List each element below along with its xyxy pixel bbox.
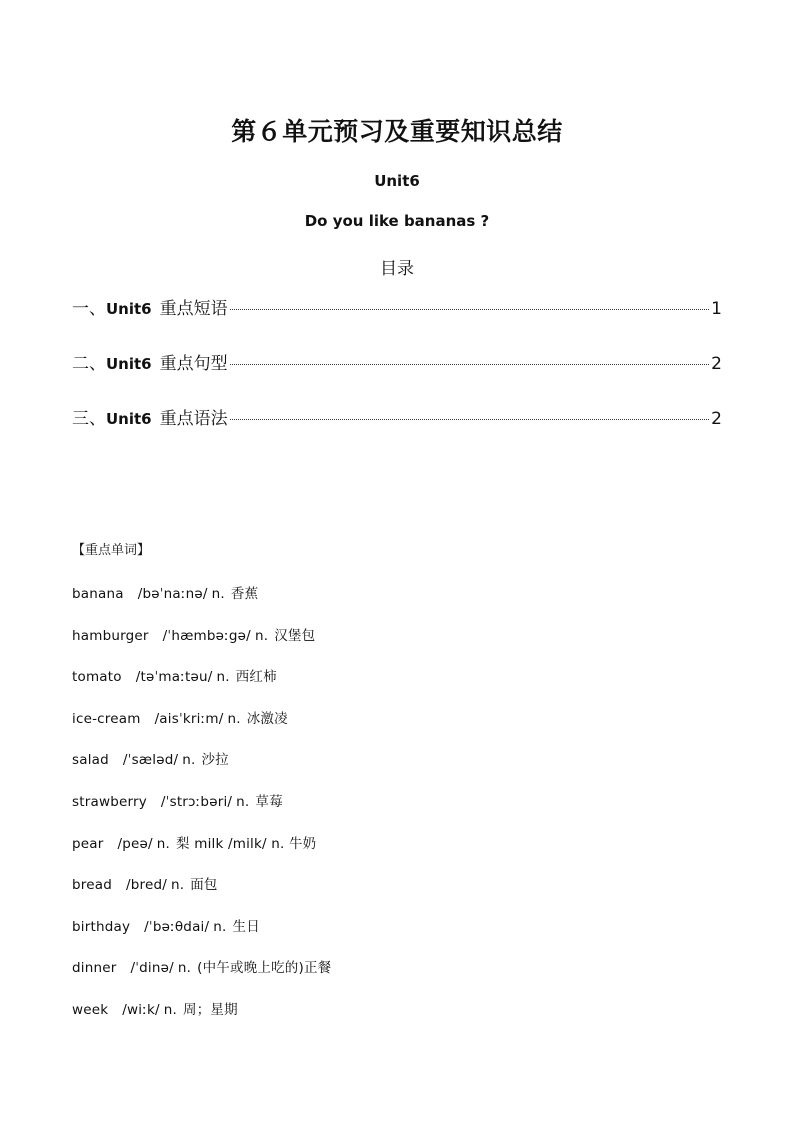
toc-item[interactable] xyxy=(72,404,722,459)
vocab-meaning: 冰激凌 xyxy=(246,710,288,727)
vocab-phonetic: /ˈstrɔːbəri/ xyxy=(160,793,233,810)
toc-item-page: 2 xyxy=(711,409,722,429)
vocab-phonetic: /peə/ xyxy=(117,835,153,852)
vocabulary-section xyxy=(72,541,722,1040)
vocab-entry xyxy=(72,624,722,666)
toc-item[interactable] xyxy=(72,294,722,349)
vocab-phonetic: /ˈhæmbəːgə/ xyxy=(162,627,251,644)
vocab-entry xyxy=(72,956,722,998)
toc-item-label: 重点句型 xyxy=(159,354,228,374)
vocab-phonetic: /ˈbəːθdai/ xyxy=(144,918,210,935)
toc-item-page: 1 xyxy=(711,299,722,319)
vocab-phonetic: /ˈsæləd/ xyxy=(122,752,179,769)
vocab-word: bread xyxy=(72,877,112,894)
vocab-meaning: 草莓 xyxy=(255,793,283,810)
vocab-pos: n. xyxy=(182,752,196,769)
vocab-meaning: 梨 milk /milk/ n. 牛奶 xyxy=(176,835,317,852)
vocabulary-heading: 【重点单词】 xyxy=(72,543,151,558)
vocab-word: banana xyxy=(72,586,124,602)
toc-item-unit: Unit6 xyxy=(106,410,152,428)
unit-subtitle: Do you like bananas ? xyxy=(304,212,490,230)
vocab-phonetic: /təˈmaːtəu/ xyxy=(135,669,213,686)
toc-item-number: 一、 xyxy=(72,299,106,319)
vocab-pos: n. xyxy=(170,877,185,894)
vocab-word: birthday xyxy=(72,918,131,935)
page-title: 第６单元预习及重要知识总结 xyxy=(231,117,563,146)
toc-leader-dots xyxy=(230,364,710,365)
vocab-phonetic: /wiːk/ xyxy=(122,1001,160,1018)
vocab-meaning: 面包 xyxy=(190,877,218,894)
vocab-word: week xyxy=(72,1001,109,1018)
vocab-word: dinner xyxy=(72,960,117,977)
vocab-entry xyxy=(72,582,722,624)
toc-item-page: 2 xyxy=(711,354,722,374)
table-of-contents xyxy=(72,294,722,459)
vocab-entry xyxy=(72,915,722,957)
vocab-word: pear xyxy=(72,835,104,852)
toc-leader-dots xyxy=(230,419,710,420)
vocab-meaning: 汉堡包 xyxy=(274,627,316,644)
vocab-entry xyxy=(72,707,722,749)
vocab-phonetic: /aisˈkriːm/ xyxy=(154,710,224,727)
vocab-entry xyxy=(72,998,722,1040)
vocab-word: strawberry xyxy=(72,793,147,810)
toc-heading: 目录 xyxy=(380,259,414,279)
vocab-meaning: 生日 xyxy=(232,918,260,935)
vocab-meaning: 西红柿 xyxy=(235,669,277,686)
toc-item-unit: Unit6 xyxy=(106,300,152,318)
vocab-meaning: 沙拉 xyxy=(201,752,229,769)
toc-leader-dots xyxy=(230,309,710,310)
vocab-pos: n. xyxy=(177,960,192,977)
vocab-pos: n. xyxy=(227,710,241,727)
vocab-phonetic: /bəˈnaːnə/ xyxy=(137,586,208,602)
vocab-word: ice-cream xyxy=(72,710,141,727)
vocab-pos: n. xyxy=(156,835,171,852)
vocab-phonetic: /bred/ xyxy=(125,877,167,894)
toc-item-number: 二、 xyxy=(72,354,106,374)
toc-item-label: 重点短语 xyxy=(159,299,228,319)
vocab-pos: n. xyxy=(216,669,230,686)
vocab-entry xyxy=(72,748,722,790)
vocab-meaning: 香蕉 xyxy=(230,586,259,602)
toc-item-unit: Unit6 xyxy=(106,355,152,373)
toc-item-label: 重点语法 xyxy=(159,409,228,429)
vocab-pos: n. xyxy=(211,586,225,602)
vocab-word: hamburger xyxy=(72,627,149,644)
vocab-pos: n. xyxy=(254,627,269,644)
vocab-phonetic: /ˈdinə/ xyxy=(130,960,174,977)
vocab-word: tomato xyxy=(72,669,122,686)
toc-item[interactable] xyxy=(72,349,722,404)
vocab-entry xyxy=(72,832,722,874)
vocab-meaning: (中午或晚上吃的)正餐 xyxy=(197,960,332,977)
vocab-entry xyxy=(72,873,722,915)
vocab-pos: n. xyxy=(236,793,250,810)
vocab-meaning: 周；星期 xyxy=(183,1001,238,1018)
vocab-pos: n. xyxy=(163,1001,177,1018)
toc-item-number: 三、 xyxy=(72,409,106,429)
vocab-entry xyxy=(72,665,722,707)
vocab-word: salad xyxy=(72,752,109,769)
vocab-entry xyxy=(72,790,722,832)
vocab-pos: n. xyxy=(213,918,227,935)
unit-label: Unit6 xyxy=(374,172,420,190)
